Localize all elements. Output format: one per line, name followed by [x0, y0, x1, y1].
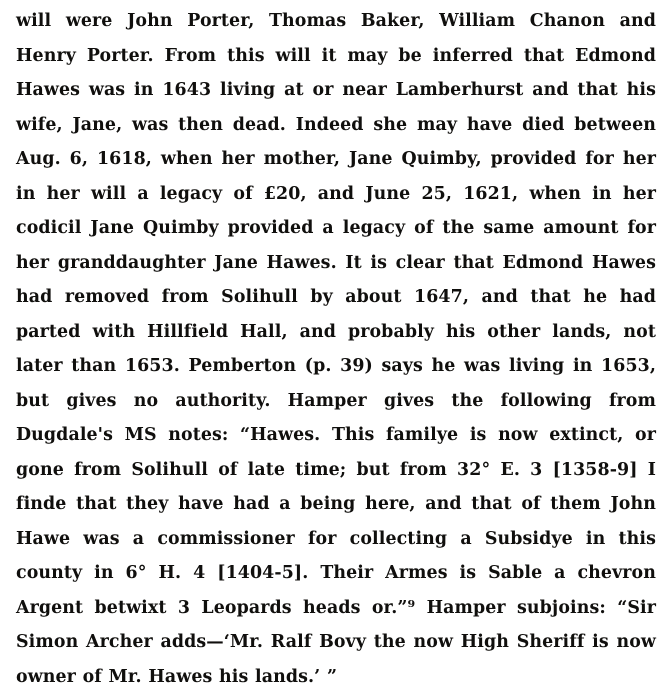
page-body-text: [16, 4, 656, 694]
body-paragraph: will were John Porter, Thomas Baker, William Chanon and Henry Porter. From this will it may be inferred that Edmond Hawes was in 1643 living at or near Lamberhurst and that his wife, Jane, was then dead. Indeed she may have died between Aug. 6, 1618, when her mother, Jane Quimby, provided for her in her will a legacy of £20, and June 25, 1621, when in her codicil Jane Quimby provided a legacy of the same amount for her granddaughter Jane Hawes. It is clear that Edmond Hawes had removed from Solihull by about 1647, and that he had parted with Hillfield Hall, and probably his other lands, not later than 1653. Pemberton (p. 39) says he was living in 1653, but gives no authority. Hamper gives the following from Dugdale's MS notes: “Hawes. This familye is now extinct, or gone from Solihull of late time; but from 32° E. 3 [1358-9] I finde that they have had a being here, and that of them John Hawe was a commissioner for collecting a Subsidye in this county in 6° H. 4 [1404-5]. Their Armes is Sable a chevron Argent betwixt 3 Leopards heads or.”⁹ Hamper subjoins: “Sir Simon Archer adds—‘Mr. Ralf Bovy the now High Sheriff is now owner of Mr. Hawes his lands.’ ”: [16, 11, 656, 687]
